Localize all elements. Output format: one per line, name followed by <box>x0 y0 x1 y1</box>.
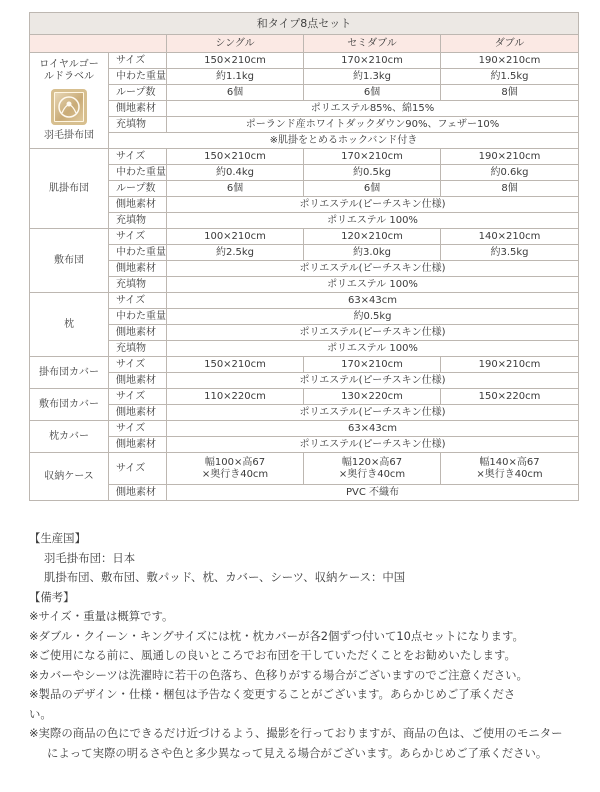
row-label: 充填物 <box>109 117 167 133</box>
row-label: 側地素材 <box>109 325 167 341</box>
royal-note: ※肌掛をとめるホックバンド付き <box>109 133 579 149</box>
row-label: 側地素材 <box>109 405 167 421</box>
cell: 110×220cm <box>167 389 304 405</box>
origin-line: 肌掛布団、敷布団、敷パッド、枕、カバー、シーツ、収納ケース：中国 <box>44 570 406 584</box>
cell <box>441 453 579 485</box>
cell: 150×220cm <box>441 389 579 405</box>
row-label: 中わた重量 <box>109 165 167 181</box>
cell: ポリエステル 100% <box>167 341 579 357</box>
row-label: 充填物 <box>109 341 167 357</box>
cell <box>167 453 304 485</box>
royal-gold-subname: 羽毛掛布団 <box>44 130 94 141</box>
case-size-line2: ×奥行き40cm <box>476 468 543 480</box>
cell: 約0.5kg <box>167 309 579 325</box>
cell: 120×210cm <box>304 229 441 245</box>
row-label: サイズ <box>109 421 167 437</box>
spec-table <box>29 12 579 501</box>
cell: 6個 <box>304 181 441 197</box>
cell: 150×210cm <box>167 149 304 165</box>
cell: 約0.5kg <box>304 165 441 181</box>
cell: ポリエステル(ピーチスキン仕様) <box>167 373 579 389</box>
cell: 63×43cm <box>167 293 579 309</box>
cell: 6個 <box>167 181 304 197</box>
remarks-heading: 【備考】 <box>29 589 75 604</box>
cell: PVC 不織布 <box>167 485 579 501</box>
cat-kake-cover: 掛布団カバー <box>30 357 109 389</box>
cell: 140×210cm <box>441 229 579 245</box>
case-size-line2: ×奥行き40cm <box>201 468 269 480</box>
case-size-line1: 幅140×高67 <box>479 456 540 468</box>
row-label: 充填物 <box>109 213 167 229</box>
table-title: 和タイプ8点セット <box>30 13 579 35</box>
remark-line: い。 <box>29 706 52 721</box>
cell: 約1.1kg <box>167 69 304 85</box>
cell: ポリエステル 100% <box>167 213 579 229</box>
remark-line: によって実際の明るさや色と多少異なって見える場合がございます。あらかじめご了承ください。 <box>47 745 548 760</box>
origin-line: 羽毛掛布団：日本 <box>44 550 136 565</box>
cell: ポリエステル(ピーチスキン仕様) <box>167 325 579 341</box>
cell: 170×210cm <box>304 149 441 165</box>
case-size-line1: 幅120×高67 <box>341 456 403 468</box>
cell: 約1.5kg <box>441 69 579 85</box>
cell: 130×220cm <box>304 389 441 405</box>
col-double: ダブル <box>441 35 579 53</box>
cell: 63×43cm <box>167 421 579 437</box>
cell: 8個 <box>441 85 579 101</box>
cat-royal-gold <box>30 53 109 149</box>
cell: 190×210cm <box>441 357 579 373</box>
row-label: 側地素材 <box>109 437 167 453</box>
row-label: サイズ <box>109 53 167 69</box>
cell: ポリエステル(ピーチスキン仕様) <box>167 261 579 277</box>
cat-shiki: 敷布団 <box>30 229 109 293</box>
royal-gold-name: ロイヤルゴールドラベル <box>39 59 99 82</box>
cat-makura: 枕 <box>30 293 109 357</box>
cell: 170×210cm <box>304 357 441 373</box>
row-label: 中わた重量 <box>109 245 167 261</box>
row-label: サイズ <box>109 453 167 485</box>
cell <box>304 453 441 485</box>
cell: 150×210cm <box>167 357 304 373</box>
remark-line: ※ダブル・クイーン・キングサイズには枕・枕カバーが各2個ずつ付いて10点セットになります。 <box>29 628 524 643</box>
remark-line: ※カバーやシーツは洗濯時に若干の色落ち、色移りがする場合がございますのでご注意ください。 <box>29 667 528 682</box>
row-label: 側地素材 <box>109 197 167 213</box>
cat-makura-cover: 枕カバー <box>30 421 109 453</box>
row-label: 充填物 <box>109 277 167 293</box>
case-size-line1: 幅100×高67 <box>204 456 266 468</box>
cell: 150×210cm <box>167 53 304 69</box>
cat-hadakake: 肌掛布団 <box>30 149 109 229</box>
row-label: ループ数 <box>109 85 167 101</box>
cell: 190×210cm <box>441 53 579 69</box>
row-label: サイズ <box>109 149 167 165</box>
row-label: 側地素材 <box>109 101 167 117</box>
cell: 100×210cm <box>167 229 304 245</box>
cell: 約0.6kg <box>441 165 579 181</box>
cell: ポリエステル(ピーチスキン仕様) <box>167 437 579 453</box>
remark-line: ※ご使用になる前に、風通しの良いところでお布団を干していただくことをお勧めいたします。 <box>29 648 516 662</box>
row-label: 側地素材 <box>109 373 167 389</box>
col-single: シングル <box>167 35 304 53</box>
row-label: 側地素材 <box>109 261 167 277</box>
cell: 8個 <box>441 181 579 197</box>
cat-storage-case: 収納ケース <box>30 453 109 501</box>
cell: ポリエステル(ピーチスキン仕様) <box>167 197 579 213</box>
cell: 6個 <box>167 85 304 101</box>
cell: ポリエステル 100% <box>167 277 579 293</box>
cell: 190×210cm <box>441 149 579 165</box>
cell: 約3.0kg <box>304 245 441 261</box>
corner-cell <box>30 35 167 53</box>
cell: 約0.4kg <box>167 165 304 181</box>
row-label: サイズ <box>109 229 167 245</box>
col-semidouble: セミダブル <box>304 35 441 53</box>
row-label: サイズ <box>109 357 167 373</box>
remark-line: ※実際の商品の色にできるだけ近づけるよう、撮影を行っておりますが、商品の色は、ご使用のモニター <box>29 726 563 740</box>
cell: ポリエステル(ピーチスキン仕様) <box>167 405 579 421</box>
cell: ポリエステル85%、綿15% <box>167 101 579 117</box>
row-label: サイズ <box>109 293 167 309</box>
cat-shiki-cover: 敷布団カバー <box>30 389 109 421</box>
cell: 約3.5kg <box>441 245 579 261</box>
cell: 約2.5kg <box>167 245 304 261</box>
notes-section <box>29 529 589 763</box>
row-label: サイズ <box>109 389 167 405</box>
origin-heading: 【生産国】 <box>29 531 86 545</box>
gold-label-badge <box>51 89 87 125</box>
cell: 約1.3kg <box>304 69 441 85</box>
row-label: 中わた重量 <box>109 309 167 325</box>
cell: ポーランド産ホワイトダックダウン90%、フェザー10% <box>167 117 579 133</box>
row-label: 側地素材 <box>109 485 167 501</box>
row-label: ループ数 <box>109 181 167 197</box>
remark-line: ※サイズ・重量は概算です。 <box>29 609 174 623</box>
case-size-line2: ×奥行き40cm <box>338 468 406 480</box>
cell: 170×210cm <box>304 53 441 69</box>
cell: 6個 <box>304 85 441 101</box>
remark-line: ※製品のデザイン・仕様・梱包は予告なく変更することがございます。あらかじめご了承くださ <box>29 687 516 701</box>
row-label: 中わた重量 <box>109 69 167 85</box>
